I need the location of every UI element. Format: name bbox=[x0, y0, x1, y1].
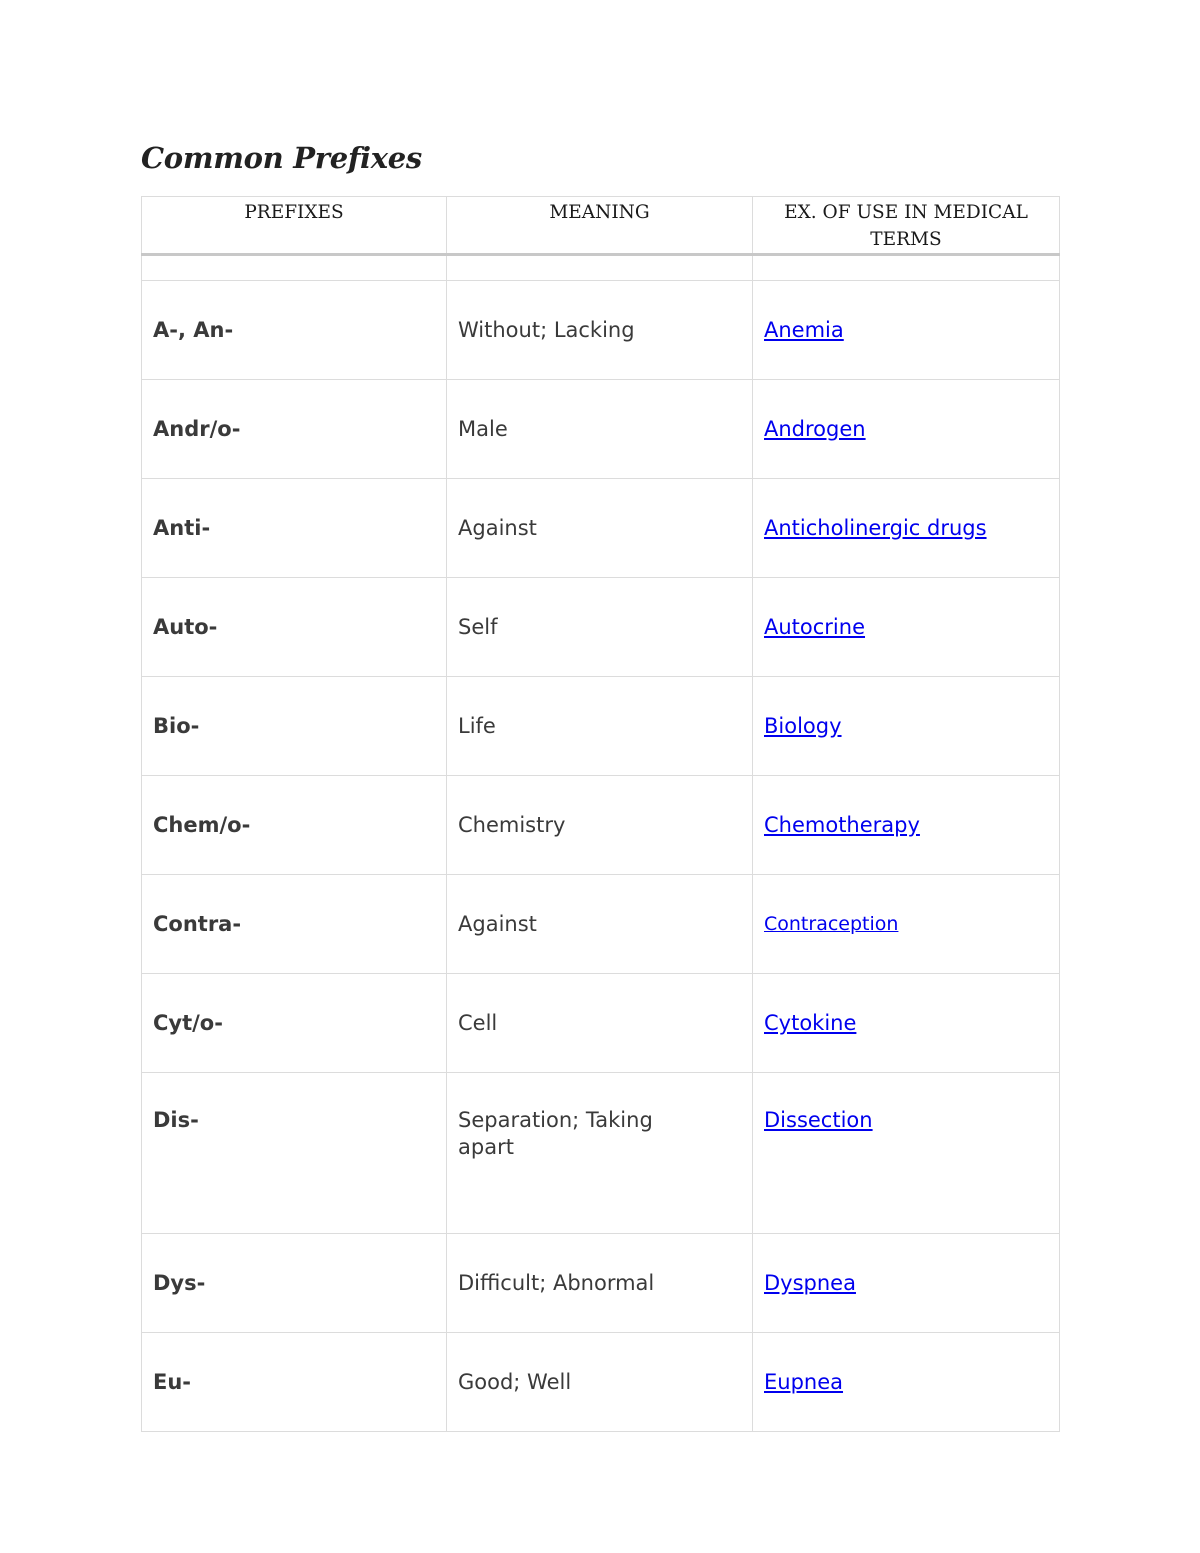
prefix-cell: Andr/o- bbox=[142, 380, 447, 479]
header-example: EX. OF USE IN MEDICAL TERMS bbox=[753, 197, 1060, 255]
example-cell bbox=[753, 974, 1060, 1073]
page-title: Common Prefixes bbox=[141, 141, 422, 175]
table-row bbox=[142, 677, 1060, 776]
prefix-cell: Dys- bbox=[142, 1234, 447, 1333]
prefix-cell: Chem/o- bbox=[142, 776, 447, 875]
example-cell bbox=[753, 1333, 1060, 1432]
prefix-cell: Cyt/o- bbox=[142, 974, 447, 1073]
empty-cell bbox=[753, 255, 1060, 281]
header-prefixes: PREFIXES bbox=[142, 197, 447, 255]
header-meaning: MEANING bbox=[447, 197, 753, 255]
example-link-anticholinergic-drugs[interactable]: Anticholinergic drugs bbox=[764, 515, 987, 540]
example-link-chemotherapy[interactable]: Chemotherapy bbox=[764, 812, 920, 837]
example-link-anemia[interactable]: Anemia bbox=[764, 317, 844, 342]
table-row bbox=[142, 578, 1060, 677]
prefix-cell: Anti- bbox=[142, 479, 447, 578]
meaning-cell: Difficult; Abnormal bbox=[447, 1234, 753, 1333]
meaning-cell: Life bbox=[447, 677, 753, 776]
table-row bbox=[142, 974, 1060, 1073]
example-link-autocrine[interactable]: Autocrine bbox=[764, 614, 866, 639]
meaning-cell: Without; Lacking bbox=[447, 281, 753, 380]
example-cell bbox=[753, 578, 1060, 677]
prefix-table bbox=[141, 196, 1060, 1432]
table-row bbox=[142, 875, 1060, 974]
table-row bbox=[142, 1333, 1060, 1432]
meaning-cell: Separation; Taking apart bbox=[447, 1073, 753, 1234]
example-link-dissection[interactable]: Dissection bbox=[764, 1108, 873, 1132]
example-link-eupnea[interactable]: Eupnea bbox=[764, 1369, 844, 1394]
example-cell bbox=[753, 1073, 1060, 1234]
prefix-cell: Eu- bbox=[142, 1333, 447, 1432]
table-row bbox=[142, 281, 1060, 380]
prefix-cell: Auto- bbox=[142, 578, 447, 677]
meaning-cell: Against bbox=[447, 875, 753, 974]
prefix-cell: Contra- bbox=[142, 875, 447, 974]
example-cell bbox=[753, 1234, 1060, 1333]
example-cell bbox=[753, 281, 1060, 380]
example-cell bbox=[753, 776, 1060, 875]
example-link-biology[interactable]: Biology bbox=[764, 713, 842, 738]
example-link-contraception[interactable]: Contraception bbox=[764, 913, 899, 935]
example-link-dyspnea[interactable]: Dyspnea bbox=[764, 1270, 856, 1295]
meaning-cell: Self bbox=[447, 578, 753, 677]
table-header-row bbox=[142, 197, 1060, 255]
meaning-cell: Male bbox=[447, 380, 753, 479]
empty-cell bbox=[142, 255, 447, 281]
prefix-cell: Bio- bbox=[142, 677, 447, 776]
table-row bbox=[142, 776, 1060, 875]
example-cell bbox=[753, 479, 1060, 578]
prefix-cell: Dis- bbox=[142, 1073, 447, 1234]
example-cell bbox=[753, 380, 1060, 479]
meaning-cell: Good; Well bbox=[447, 1333, 753, 1432]
example-link-cytokine[interactable]: Cytokine bbox=[764, 1010, 857, 1035]
table-row bbox=[142, 479, 1060, 578]
table-row bbox=[142, 1234, 1060, 1333]
example-cell bbox=[753, 677, 1060, 776]
table-row bbox=[142, 1073, 1060, 1234]
table-row bbox=[142, 380, 1060, 479]
prefix-cell: A-, An- bbox=[142, 281, 447, 380]
meaning-cell: Cell bbox=[447, 974, 753, 1073]
meaning-cell: Against bbox=[447, 479, 753, 578]
meaning-cell: Chemistry bbox=[447, 776, 753, 875]
spacer-row bbox=[142, 255, 1060, 281]
empty-cell bbox=[447, 255, 753, 281]
example-link-androgen[interactable]: Androgen bbox=[764, 416, 866, 441]
example-cell bbox=[753, 875, 1060, 974]
